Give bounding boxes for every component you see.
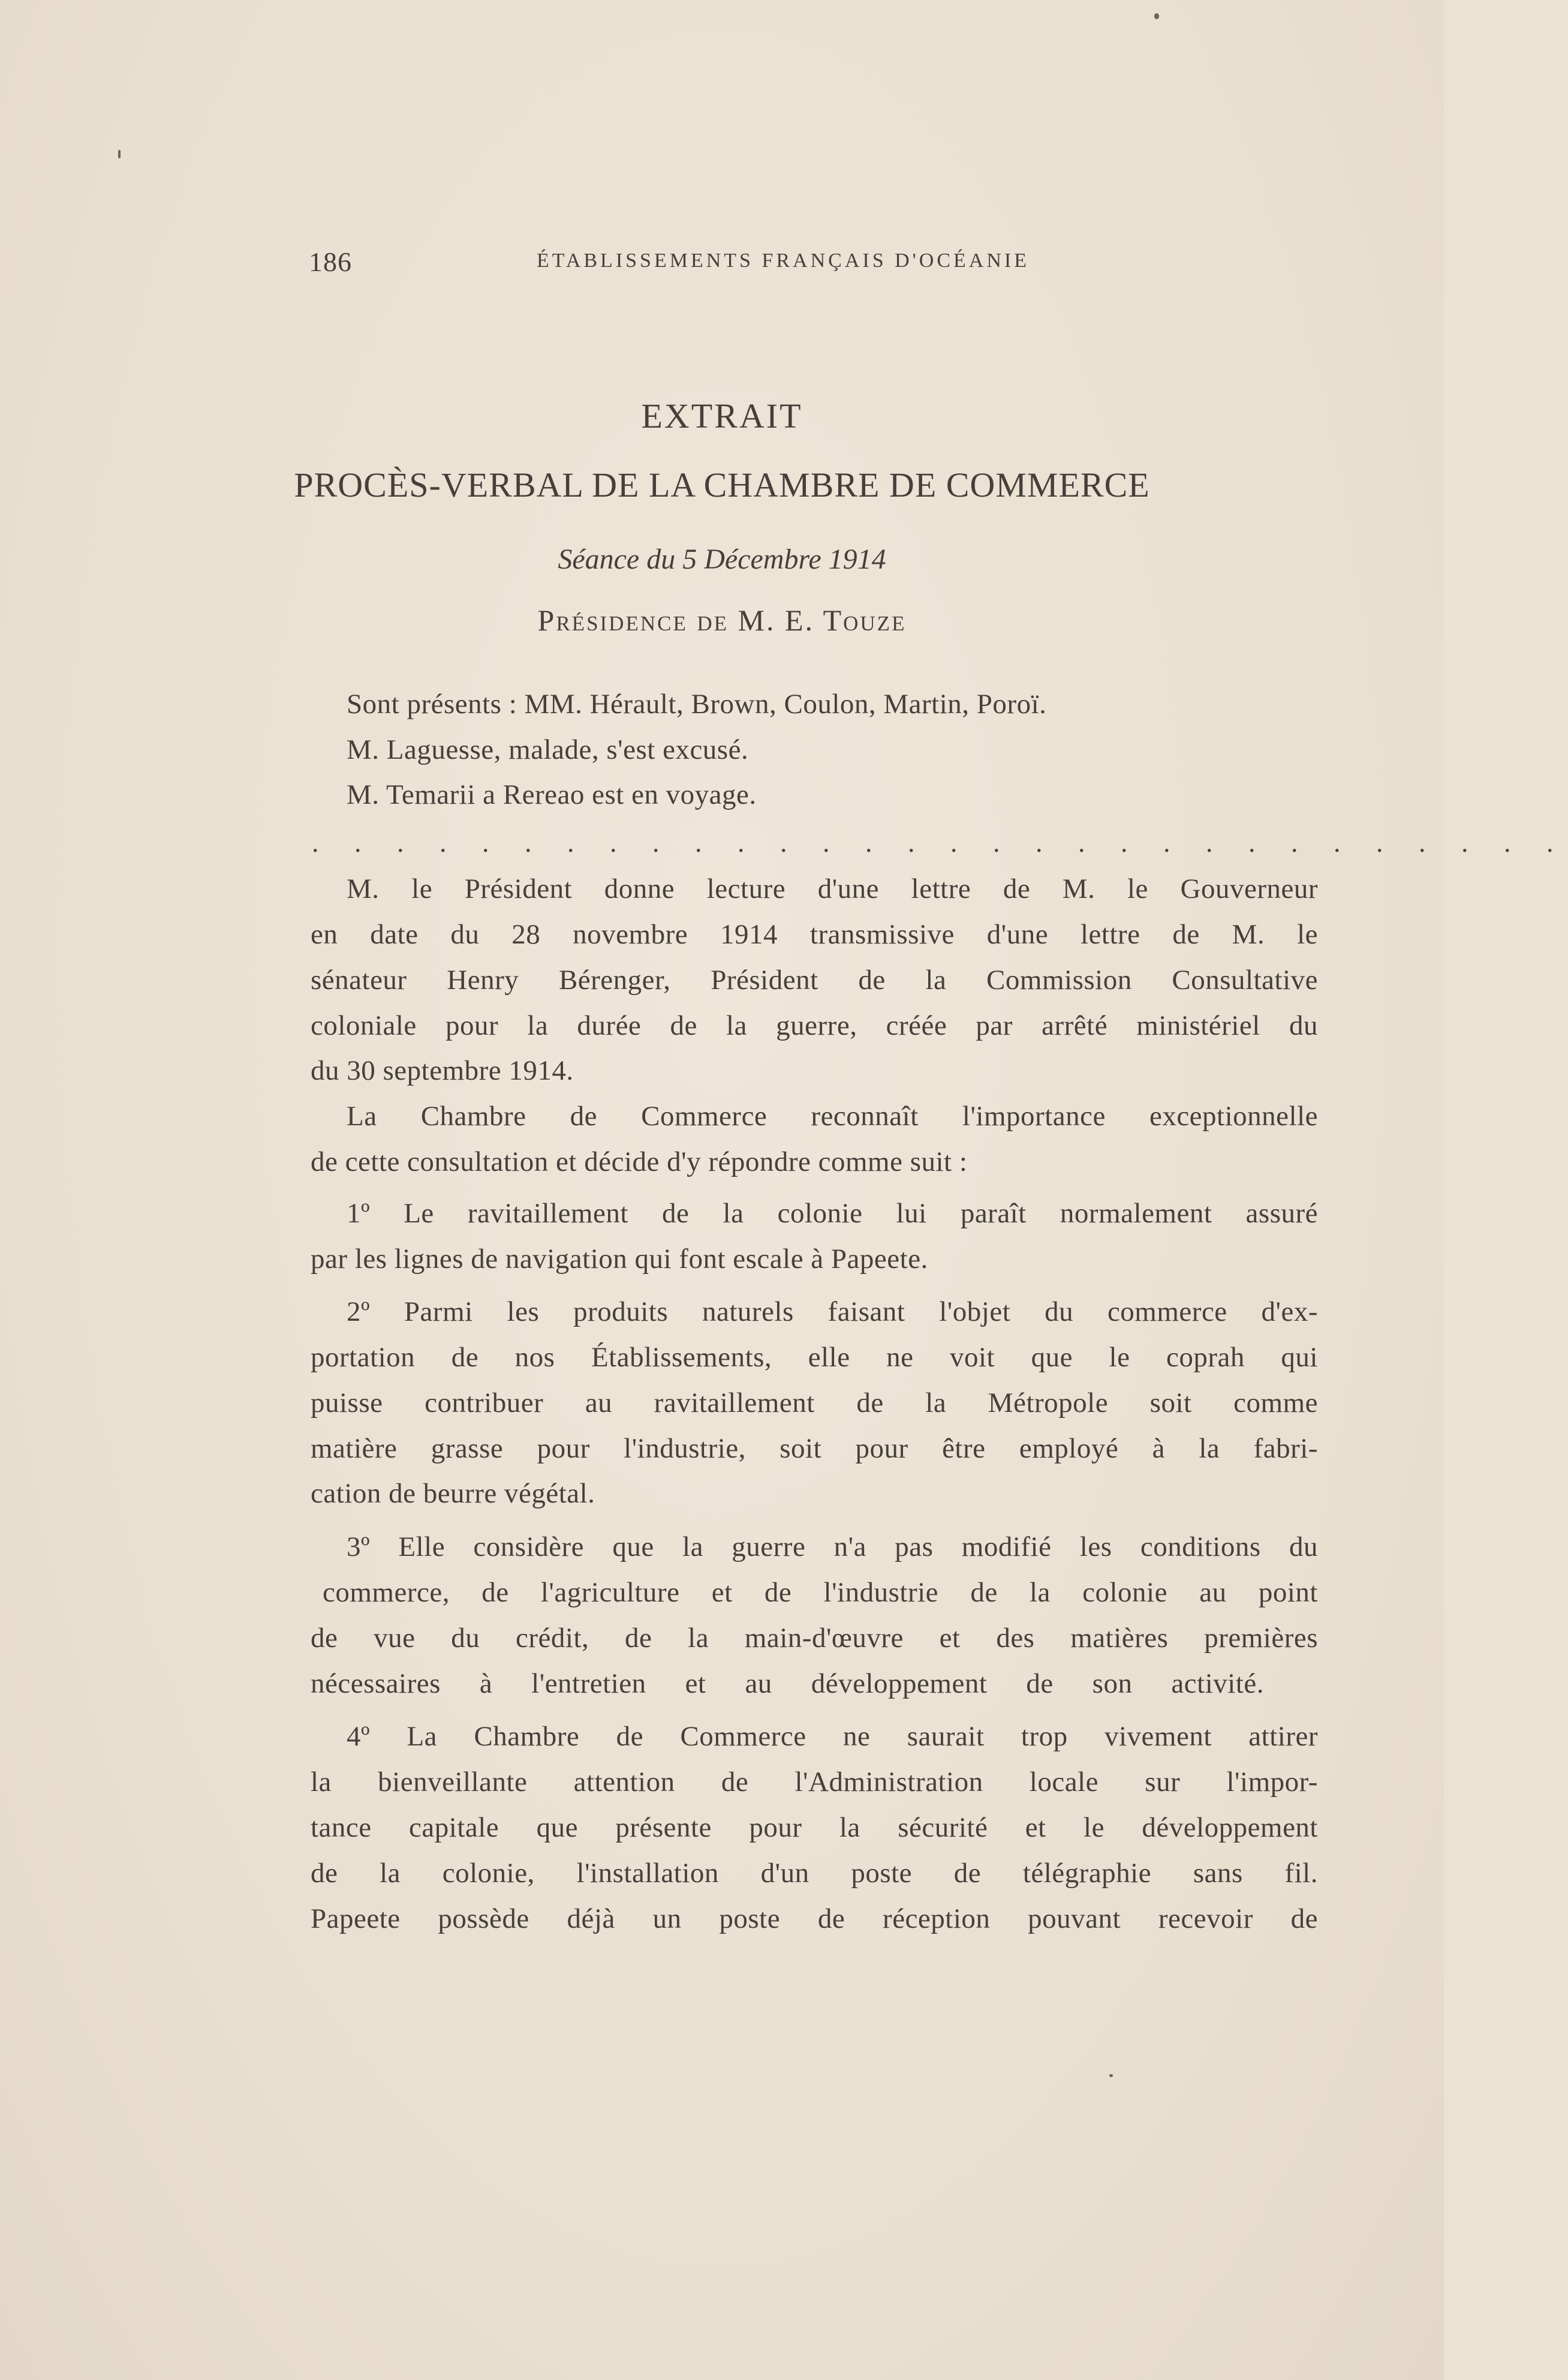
body-line: coloniale pour la durée de la guerre, créée par arrêté ministériel du [311,1010,1318,1041]
seance-date: Séance du 5 Décembre 1914 [558,543,886,575]
attendance-line: Sont présents : MM. Hérault, Brown, Coulon, Martin, Poroï. [347,689,1047,720]
body-line: Papeete possède déjà un poste de réception pouvant recevoir de [311,1903,1318,1934]
body-line: en date du 28 novembre 1914 transmissive d'une lettre de M. le [311,919,1318,950]
attendance-line: M. Laguesse, malade, s'est excusé. [347,734,749,765]
ellipsis-separator: . . . . . . . . . . . . . . . . . . . . . . . . . . . . . . [312,827,1568,858]
scan-speck [1109,2074,1113,2077]
body-line: de la colonie, l'installation d'un poste de télégraphie sans fil. [311,1858,1318,1889]
body-line: 3º Elle considère que la guerre n'a pas modifié les conditions du [347,1531,1318,1562]
title-proces-verbal: PROCÈS-VERBAL DE LA CHAMBRE DE COMMERCE [294,465,1150,504]
body-line: 1º Le ravitaillement de la colonie lui paraît normalement assuré [347,1198,1318,1229]
body-line: puisse contribuer au ravitaillement de la Métropole soit comme [311,1387,1318,1419]
body-line: La Chambre de Commerce reconnaît l'importance exceptionnelle [347,1101,1318,1132]
body-line: la bienveillante attention de l'Administration locale sur l'impor- [311,1766,1318,1798]
body-line: de cette consultation et décide d'y répondre comme suit : [311,1146,968,1177]
body-line: sénateur Henry Bérenger, Président de la Commission Consultative [311,964,1318,996]
body-line: du 30 septembre 1914. [311,1055,574,1086]
body-line: nécessaires à l'entretien et au développement de son activité. [311,1668,1264,1699]
body-line: 4º La Chambre de Commerce ne saurait trop vivement attirer [347,1721,1318,1752]
body-line: cation de beurre végétal. [311,1478,595,1509]
attendance-line: M. Temarii a Rereao est en voyage. [347,779,757,810]
body-line: tance capitale que présente pour la sécurité et le développement [311,1812,1318,1843]
presidence-line: Présidence de M. E. Touze [537,603,907,637]
scan-speck [1154,13,1159,19]
running-title: ÉTABLISSEMENTS FRANÇAIS D'OCÉANIE [537,250,1030,272]
page-number: 186 [309,247,352,277]
title-extrait: EXTRAIT [641,396,803,435]
body-line: par les lignes de navigation qui font escale à Papeete. [311,1243,928,1275]
body-line: M. le Président donne lecture d'une lettre de M. le Gouverneur [347,873,1318,904]
body-line: matière grasse pour l'industrie, soit pour être employé à la fabri- [311,1433,1318,1464]
body-line: 2º Parmi les produits naturels faisant l'objet du commerce d'ex- [347,1296,1318,1327]
scan-speck [118,150,121,158]
body-line: portation de nos Établissements, elle ne voit que le coprah qui [311,1342,1318,1373]
body-line: commerce, de l'agriculture et de l'industrie de la colonie au point [323,1577,1318,1608]
body-line: de vue du crédit, de la main-d'œuvre et des matières premières [311,1622,1318,1654]
